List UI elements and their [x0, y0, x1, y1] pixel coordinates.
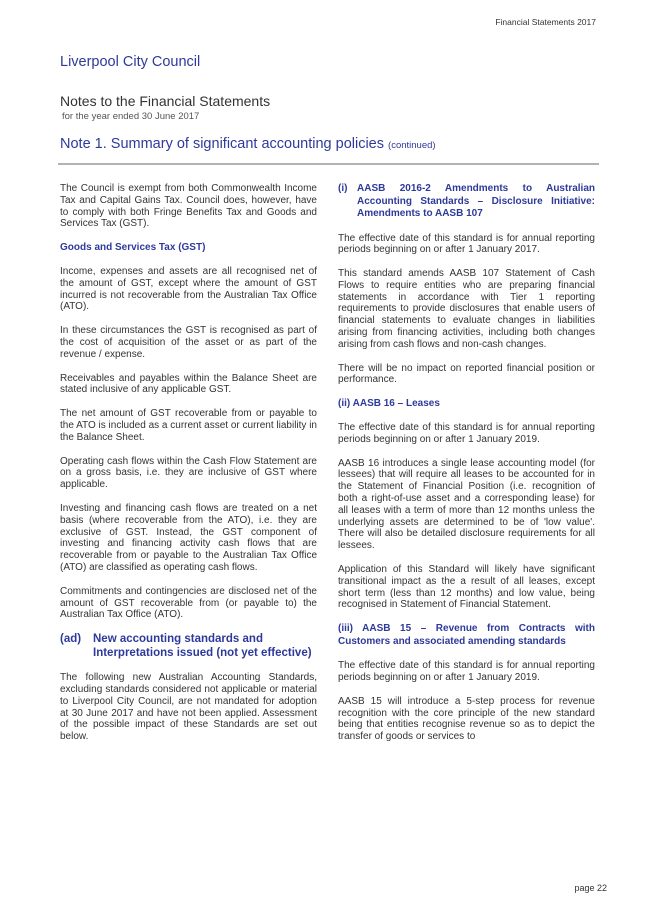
subsection-title: (iii) AASB 15 – Revenue from Contracts with Customers and associated amending standards [338, 623, 595, 647]
note-heading-title: Note 1. Summary of significant accounting policies [60, 136, 384, 152]
paragraph: In these circumstances the GST is recognised as part of the cost of acquisition of the asset or as part of the revenue / expense. [60, 325, 317, 360]
paragraph: Investing and financing cash flows are treated on a net basis (where recoverable from the ATO), i.e. they are exclusive of GST. Instead, the GST component of investing and financing activity cash flows that are recoverable from or payable to the Australian Tax Office (ATO) are classified as operating cash flows. [60, 502, 317, 573]
paragraph: Operating cash flows within the Cash Flow Statement are on a gross basis, i.e. they are inclusive of GST where applicable. [60, 455, 317, 491]
paragraph: Income, expenses and assets are all recognised net of the amount of GST, except where the amount of GST incurred is not recoverable from the Australian Tax Office (ATO). [60, 265, 317, 313]
paragraph: Commitments and contingencies are disclosed net of the amount of GST recoverable from (or payable to) the Australian Tax Office (ATO). [60, 585, 317, 621]
section-heading-gst: Goods and Services Tax (GST) [60, 242, 206, 254]
section-title: New accounting standards and Interpretations issued (not yet effective) [93, 633, 312, 659]
paragraph: The Council is exempt from both Commonwealth Income Tax and Capital Gains Tax. Council does, however, have to comply with both Fringe Benefits Tax and Goods and Services Tax (GST). [60, 183, 317, 230]
paragraph: The effective date of this standard is for annual reporting periods beginning on or after 1 January 2019. [338, 660, 595, 684]
paragraph: AASB 15 will introduce a 5-step process for revenue recognition with the core principle of the new standard being that entities recognise revenue so as to depict the transfer of goods or services to [338, 695, 595, 743]
left-column [60, 183, 317, 755]
document-title: Notes to the Financial Statements [60, 93, 271, 109]
section-code: (ad) [60, 633, 82, 646]
note-heading-continued: (continued) [388, 140, 436, 151]
subsection-heading-aasb-16: (ii) AASB 16 – Leases [338, 398, 440, 410]
paragraph: This standard amends AASB 107 Statement of Cash Flows to require entities who are preparing financial statements in accordance with Tier 1 reporting requirements to provide disclosures that enable users of financial statements to evaluate changes in liabilities arising from financing activities, including both changes arising from cash flows and non-cash changes. [338, 268, 595, 350]
paragraph: The effective date of this standard is for annual reporting periods beginning on or after 1 January 2019. [338, 422, 595, 445]
council-name: Liverpool City Council [60, 54, 201, 70]
paragraph: The following new Australian Accounting Standards, excluding standards considered not applicable or material to Liverpool City Council, are not mandated for adoption at 30 June 2017 and have not been applied. Assessment of the possible impact of these Standards are set out below. [60, 672, 317, 743]
page-number: page 22 [574, 883, 607, 893]
section-heading-new-standards [60, 633, 317, 660]
paragraph: AASB 16 introduces a single lease accounting model (for lessees) that will require all leases to be accounted for in the Statement of Financial Position (i.e. recognition of both a right-of-use asset and a corresponding lease) for all leases with a term of more than 12 months unless the underlying assets are determined to be of 'low value'. There will also be detailed disclosure requirements for all lessees. [338, 457, 595, 552]
running-header: Financial Statements 2017 [495, 17, 596, 27]
note-heading [60, 136, 436, 152]
period-subtitle: for the year ended 30 June 2017 [62, 111, 200, 122]
right-column [338, 183, 595, 755]
subsection-number: (i) [338, 183, 348, 194]
paragraph: There will be no impact on reported financial position or performance. [338, 362, 595, 386]
paragraph: The net amount of GST recoverable from or payable to the ATO is included as a current asset or current liability in the Balance Sheet. [60, 408, 317, 443]
paragraph: Application of this Standard will likely have significant transitional impact as the a result of all leases, except short term (less than 12 months) and low value, being recognised in Statement of Financial Statement. [338, 564, 595, 611]
subsection-heading-aasb-2016-2 [338, 183, 595, 221]
paragraph: Receivables and payables within the Balance Sheet are stated inclusive of any applicable GST. [60, 372, 317, 396]
paragraph: The effective date of this standard is for annual reporting periods beginning on or after 1 January 2017. [338, 232, 595, 256]
heading-divider [58, 163, 599, 165]
subsection-title: AASB 2016-2 Amendments to Australian Accounting Standards – Disclosure Initiative: Amendments to AASB 107 [357, 183, 595, 219]
subsection-heading-aasb-15 [338, 623, 595, 648]
